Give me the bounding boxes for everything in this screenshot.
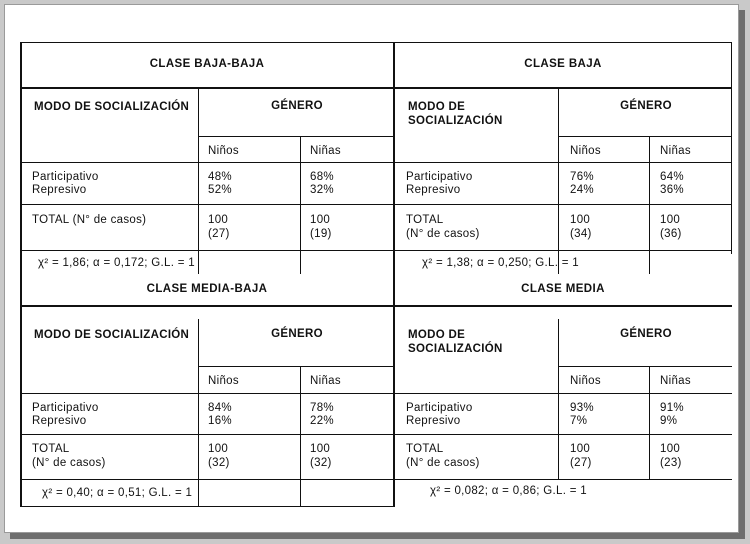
total-value: 100	[208, 214, 229, 226]
row-line	[20, 393, 394, 394]
panel-title: CLASE MEDIA	[521, 283, 605, 295]
row-label: Participativo	[32, 402, 99, 414]
row-line	[394, 479, 732, 480]
col-divider	[649, 366, 650, 479]
stats-note: χ² = 1,86; α = 0,172; G.L. = 1	[38, 257, 195, 269]
subhdr-line	[198, 366, 394, 367]
value-cell: 22%	[310, 415, 334, 427]
row-label: Represivo	[32, 415, 87, 427]
cases-value: (36)	[660, 228, 682, 240]
modo-header: MODO DE SOCIALIZACIÓN	[408, 101, 503, 127]
panel-clase-media	[394, 274, 732, 507]
cases-value: (32)	[310, 457, 332, 469]
subhdr-line	[558, 136, 732, 137]
value-cell: 76%	[570, 171, 594, 183]
total-label: TOTAL	[32, 443, 70, 455]
value-cell: 32%	[310, 184, 334, 196]
value-cell: 84%	[208, 402, 232, 414]
panel-title: CLASE BAJA-BAJA	[20, 42, 394, 89]
row-label: Represivo	[406, 415, 461, 427]
stats-note: χ² = 0,40; α = 0,51; G.L. = 1	[42, 487, 193, 499]
row-label: Participativo	[32, 171, 99, 183]
panel-title: CLASE BAJA	[394, 42, 732, 89]
col-divider	[198, 89, 199, 274]
panel-clase-media-baja	[20, 274, 394, 507]
value-cell: 36%	[660, 184, 684, 196]
total-label-2: (N° de casos)	[406, 457, 480, 469]
total-value: 100	[208, 443, 229, 455]
col-ninas: Niñas	[660, 375, 691, 387]
col-divider	[558, 89, 559, 274]
total-label: TOTAL	[406, 443, 444, 455]
cases-value: (27)	[570, 457, 592, 469]
col-divider	[300, 136, 301, 274]
row-line	[20, 479, 394, 480]
value-cell: 64%	[660, 171, 684, 183]
total-label: TOTAL	[406, 214, 444, 226]
value-cell: 93%	[570, 402, 594, 414]
value-cell: 24%	[570, 184, 594, 196]
col-divider	[300, 366, 301, 507]
value-cell: 52%	[208, 184, 232, 196]
row-line	[394, 393, 732, 394]
col-divider	[558, 319, 559, 479]
total-value: 100	[660, 214, 681, 226]
row-line	[394, 204, 732, 205]
socialization-table	[20, 42, 732, 507]
genero-header: GÉNERO	[620, 328, 672, 340]
total-value: 100	[660, 443, 681, 455]
row-label: Participativo	[406, 402, 473, 414]
total-value: 100	[310, 214, 331, 226]
row-label: Represivo	[406, 184, 461, 196]
subhdr-line	[558, 366, 732, 367]
genero-header: GÉNERO	[620, 100, 672, 112]
value-cell: 68%	[310, 171, 334, 183]
value-cell: 7%	[570, 415, 588, 427]
cases-value: (32)	[208, 457, 230, 469]
col-divider	[649, 136, 650, 274]
row-line	[20, 434, 394, 435]
row-line	[394, 162, 732, 163]
row-label: Represivo	[32, 184, 87, 196]
col-ninos: Niños	[208, 145, 239, 157]
value-cell: 16%	[208, 415, 232, 427]
panel-clase-baja-baja	[20, 42, 394, 274]
panel-title: CLASE MEDIA-BAJA	[146, 283, 268, 295]
row-line	[20, 162, 394, 163]
subhdr-line	[198, 136, 394, 137]
total-value: 100	[570, 443, 591, 455]
row-label: Participativo	[406, 171, 473, 183]
modo-header: MODO DE SOCIALIZACIÓN	[34, 101, 190, 113]
total-value: 100	[570, 214, 591, 226]
col-ninos: Niños	[570, 145, 601, 157]
cases-value: (19)	[310, 228, 332, 240]
row-line	[20, 204, 394, 205]
modo-header: MODO DE SOCIALIZACIÓN	[34, 329, 190, 341]
cases-value: (34)	[570, 228, 592, 240]
modo-header: MODO DE SOCIALIZACIÓN	[408, 329, 503, 355]
row-line	[394, 434, 732, 435]
value-cell: 9%	[660, 415, 678, 427]
document-page	[4, 4, 739, 533]
total-label: TOTAL (N° de casos)	[32, 214, 147, 226]
total-label-2: (N° de casos)	[406, 228, 480, 240]
genero-header: GÉNERO	[271, 100, 323, 112]
stats-note: χ² = 1,38; α = 0,250; G.L. = 1	[422, 257, 579, 269]
value-cell: 91%	[660, 402, 684, 414]
row-line	[394, 250, 732, 251]
col-ninos: Niños	[570, 375, 601, 387]
col-ninas: Niñas	[310, 375, 341, 387]
stats-note: χ² = 0,082; α = 0,86; G.L. = 1	[430, 485, 587, 497]
genero-header: GÉNERO	[271, 328, 323, 340]
cases-value: (27)	[208, 228, 230, 240]
col-ninas: Niñas	[310, 145, 341, 157]
col-ninos: Niños	[208, 375, 239, 387]
cases-value: (23)	[660, 457, 682, 469]
col-ninas: Niñas	[660, 145, 691, 157]
row-line	[20, 250, 394, 251]
total-value: 100	[310, 443, 331, 455]
total-label-2: (N° de casos)	[32, 457, 106, 469]
panel-clase-baja	[394, 42, 732, 274]
value-cell: 78%	[310, 402, 334, 414]
value-cell: 48%	[208, 171, 232, 183]
